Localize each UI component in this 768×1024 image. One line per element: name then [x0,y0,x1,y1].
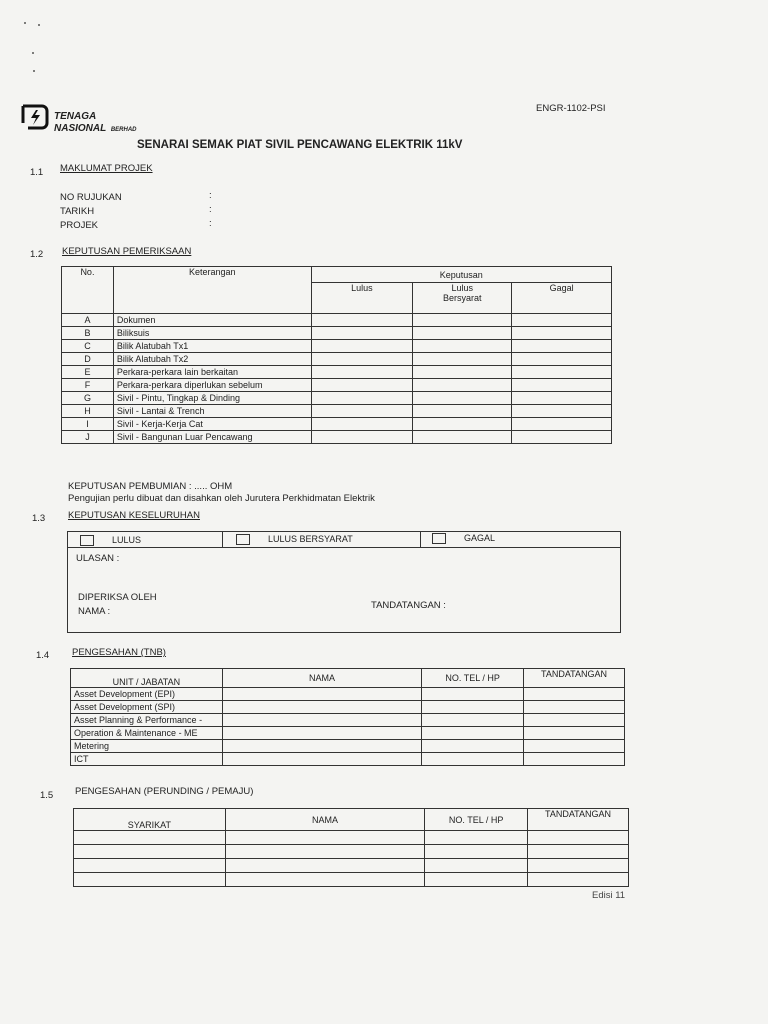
logo-line-2: NASIONAL [54,123,107,134]
pass-cell[interactable] [311,392,413,405]
conditional-cell[interactable] [413,431,512,444]
signature-cell[interactable] [524,740,625,753]
name-cell[interactable] [222,727,422,740]
signature-cell[interactable] [528,873,629,887]
name-cell[interactable] [225,873,425,887]
project-colon: : [209,218,212,229]
unit-cell: ICT [71,753,223,766]
table-row [71,727,625,740]
logo-line-3: BERHAD [110,127,137,133]
pass-cell[interactable] [311,418,413,431]
col-name: NAMA [222,669,422,688]
tel-cell[interactable] [425,845,528,859]
scan-speck [38,24,40,26]
row-no: D [62,353,114,366]
earthing-result: KEPUTUSAN PEMBUMIAN : ..... OHM [68,481,233,492]
conditional-checkbox[interactable] [236,534,250,545]
col-tel: NO. TEL / HP [422,669,524,688]
pass-cell[interactable] [311,366,413,379]
table-row [62,314,612,327]
signature-cell[interactable] [524,701,625,714]
fail-cell[interactable] [512,418,612,431]
company-cell[interactable] [74,859,226,873]
pass-cell[interactable] [311,431,413,444]
section-1-1-heading: MAKLUMAT PROJEK [60,163,153,174]
section-1-2-number: 1.2 [30,249,44,260]
unit-cell: Asset Development (EPI) [71,688,223,701]
fail-cell[interactable] [512,405,612,418]
row-no: C [62,340,114,353]
pass-label: LULUS [112,535,142,545]
row-desc: Sivil - Lantai & Trench [113,405,311,418]
table-row [62,327,612,340]
signature-cell[interactable] [528,831,629,845]
logo-text [54,111,137,136]
decision-options-row [68,532,620,548]
fail-cell[interactable] [512,366,612,379]
conditional-cell[interactable] [413,353,512,366]
table-row [62,379,612,392]
name-cell[interactable] [222,701,422,714]
tel-cell[interactable] [425,831,528,845]
row-no: I [62,418,114,431]
name-cell[interactable] [222,714,422,727]
conditional-cell[interactable] [413,392,512,405]
table-row [71,740,625,753]
pass-cell[interactable] [311,314,413,327]
unit-cell: Asset Planning & Performance - [71,714,223,727]
row-desc: Biliksuis [113,327,311,340]
unit-cell: Asset Development (SPI) [71,701,223,714]
conditional-cell[interactable] [413,379,512,392]
row-desc: Sivil - Kerja-Kerja Cat [113,418,311,431]
col-no: No. [62,267,114,314]
row-no: J [62,431,114,444]
ref-no-colon: : [209,190,212,201]
table-row [74,831,629,845]
section-1-3-number: 1.3 [32,513,46,524]
tel-cell[interactable] [422,740,524,753]
table-row [62,431,612,444]
conditional-cell[interactable] [413,314,512,327]
section-1-3-heading: KEPUTUSAN KESELURUHAN [68,510,200,521]
name-cell[interactable] [225,845,425,859]
signature-cell[interactable] [524,688,625,701]
row-no: H [62,405,114,418]
table-row [62,418,612,431]
signature-cell[interactable] [524,714,625,727]
scan-speck [32,52,34,54]
tel-cell[interactable] [422,688,524,701]
fail-cell[interactable] [512,431,612,444]
signature-cell[interactable] [524,727,625,740]
tnb-approval-table [70,668,625,766]
consultant-approval-table [73,808,629,887]
project-info-colons [209,189,212,231]
name-cell[interactable] [222,753,422,766]
inspection-table [61,266,612,444]
section-1-5-heading: PENGESAHAN (PERUNDING / PEMAJU) [75,786,254,797]
row-no: B [62,327,114,340]
company-cell[interactable] [74,873,226,887]
checked-by-label: DIPERIKSA OLEH [78,592,157,603]
pass-cell[interactable] [311,379,413,392]
tel-cell[interactable] [422,753,524,766]
date-colon: : [209,204,212,215]
section-1-2-heading: KEPUTUSAN PEMERIKSAAN [62,246,192,257]
remarks-label: ULASAN : [76,553,120,564]
conditional-cell[interactable] [413,418,512,431]
table-row [71,753,625,766]
col-conditional [413,283,512,314]
pass-cell[interactable] [311,353,413,366]
scan-speck [24,22,26,24]
unit-cell: Operation & Maintenance - ME [71,727,223,740]
tnb-logo-icon [20,103,50,131]
row-desc: Perkara-perkara diperlukan sebelum [113,379,311,392]
row-no: G [62,392,114,405]
fail-cell[interactable] [512,379,612,392]
section-1-4-heading: PENGESAHAN (TNB) [72,647,166,658]
name-cell[interactable] [225,831,425,845]
edition-label: Edisi 11 [592,890,626,901]
page-title: SENARAI SEMAK PIAT SIVIL PENCAWANG ELEKTRIK 11kV [137,139,463,151]
col-description: Keterangan [113,267,311,314]
row-desc: Bilik Alatubah Tx1 [113,340,311,353]
pass-cell[interactable] [311,327,413,340]
fail-checkbox[interactable] [432,533,446,544]
pass-checkbox[interactable] [80,535,94,546]
col-unit: UNIT / JABATAN [71,669,223,688]
fail-cell[interactable] [512,327,612,340]
fail-cell[interactable] [512,314,612,327]
conditional-cell[interactable] [413,366,512,379]
fail-cell[interactable] [512,353,612,366]
testing-note: Pengujian perlu dibuat dan disahkan oleh Jurutera Perkhidmatan Elektrik [68,493,375,504]
name-cell[interactable] [222,688,422,701]
unit-cell: Metering [71,740,223,753]
signature-cell[interactable] [528,845,629,859]
col-decision: Keputusan [311,267,611,283]
col-conditional-line-2: Bersyarat [442,293,482,304]
row-desc: Dokumen [113,314,311,327]
row-desc: Bilik Alatubah Tx2 [113,353,311,366]
table-row [62,392,612,405]
ref-no-label: NO RUJUKAN [60,192,122,203]
fail-cell[interactable] [512,392,612,405]
overall-decision-box [67,531,621,633]
conditional-cell[interactable] [413,340,512,353]
name-cell[interactable] [225,859,425,873]
table-row [62,340,612,353]
conditional-cell[interactable] [413,327,512,340]
col-conditional-line-1: Lulus [451,283,473,294]
col-signature: TANDATANGAN [528,809,629,831]
col-name: NAMA [225,809,425,831]
table-row [74,845,629,859]
col-signature: TANDATANGAN [524,669,625,688]
option-conditional[interactable] [236,534,353,545]
tel-cell[interactable] [422,701,524,714]
tel-cell[interactable] [425,873,528,887]
conditional-label: LULUS BERSYARAT [268,534,353,544]
col-fail: Gagal [512,283,612,314]
logo-line-1: TENAGA [54,111,97,122]
table-row [74,859,629,873]
divider [222,532,223,547]
row-desc: Sivil - Pintu, Tingkap & Dinding [113,392,311,405]
signature-cell[interactable] [528,859,629,873]
scan-speck [33,70,35,72]
date-label: TARIKH [60,206,95,217]
doc-code: ENGR-1102-PSI [536,103,606,114]
section-1-5-number: 1.5 [40,790,54,801]
col-company: SYARIKAT [74,809,226,831]
company-cell[interactable] [74,845,226,859]
table-row [71,701,625,714]
col-pass: Lulus [311,283,413,314]
col-tel: NO. TEL / HP [425,809,528,831]
section-1-4-number: 1.4 [36,650,50,661]
table-row [62,405,612,418]
divider [420,532,421,547]
row-no: F [62,379,114,392]
tel-cell[interactable] [422,727,524,740]
pass-cell[interactable] [311,340,413,353]
table-row [71,688,625,701]
option-pass[interactable] [80,535,141,546]
signature-cell[interactable] [524,753,625,766]
name-cell[interactable] [222,740,422,753]
company-cell[interactable] [74,831,226,845]
fail-label: GAGAL [464,533,496,543]
option-fail[interactable] [432,533,495,544]
tel-cell[interactable] [425,859,528,873]
project-label: PROJEK [60,220,99,231]
row-desc: Perkara-perkara lain berkaitan [113,366,311,379]
table-row [62,366,612,379]
pass-cell[interactable] [311,405,413,418]
project-info-labels [60,191,122,233]
name-label: NAMA : [78,606,111,617]
tnb-logo [20,103,50,136]
row-desc: Sivil - Bangunan Luar Pencawang [113,431,311,444]
fail-cell[interactable] [512,340,612,353]
table-row [74,873,629,887]
table-row [62,353,612,366]
signature-label: TANDATANGAN : [371,600,446,611]
row-no: A [62,314,114,327]
row-no: E [62,366,114,379]
tel-cell[interactable] [422,714,524,727]
table-row [71,714,625,727]
section-1-1-number: 1.1 [30,167,44,178]
conditional-cell[interactable] [413,405,512,418]
